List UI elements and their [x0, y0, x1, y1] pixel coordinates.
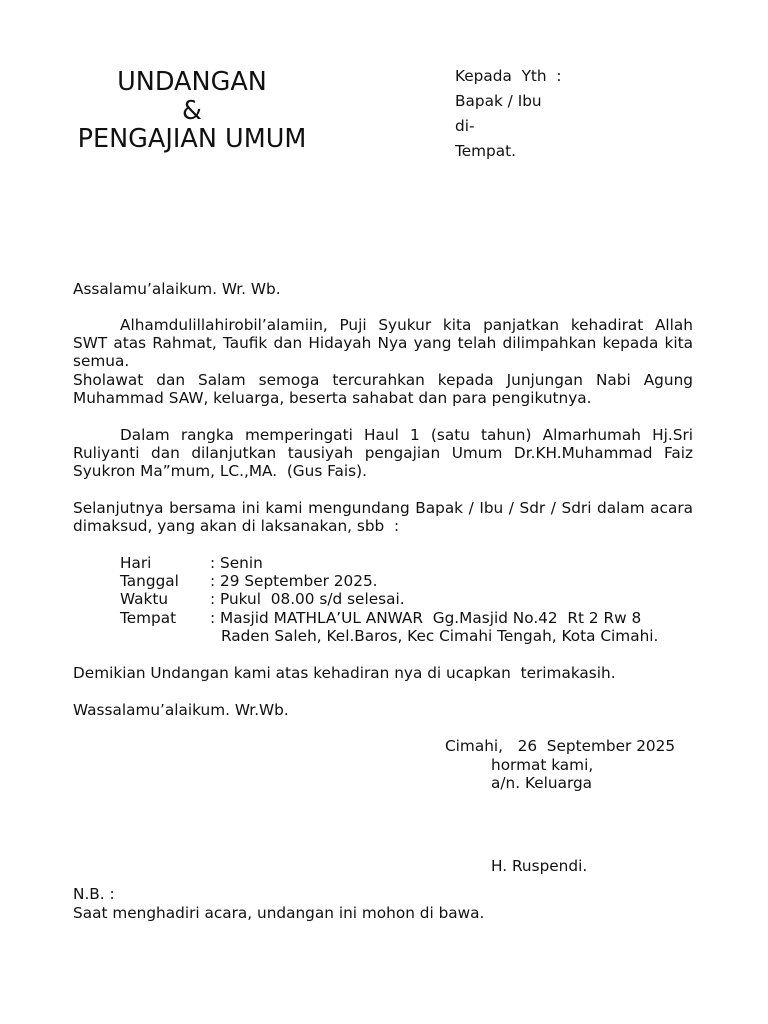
detail-value: : 29 September 2025. — [210, 572, 378, 591]
invitation-line: Selanjutnya bersama ini kami mengundang Bapak / Ibu / Sdr / Sdri dalam acara — [73, 499, 693, 517]
title-line-ampersand: & — [182, 95, 202, 126]
recipient-line-bapak-ibu: Bapak / Ibu — [455, 92, 542, 110]
opening-line: Sholawat dan Salam semoga tercurahkan kepada Junjungan Nabi Agung — [73, 370, 693, 389]
recipient-line-kepada: Kepada Yth : — [455, 67, 562, 85]
invitation-paragraph — [73, 499, 693, 535]
opening-line: Alhamdulillahirobil’alamiin, Puji Syukur kita panjatkan kehadirat Allah — [120, 316, 693, 334]
recipient-block — [455, 64, 562, 164]
opening-line: SWT atas Rahmat, Taufik dan Hidayah Nya yang telah dilimpahkan kepada kita — [73, 334, 693, 353]
signature-place-date: Cimahi, 26 September 2025 — [445, 737, 676, 755]
signature-on-behalf: a/n. Keluarga — [491, 774, 593, 792]
opening-paragraph — [73, 316, 693, 407]
farewell-text: Wassalamu’alaikum. Wr.Wb. — [73, 701, 289, 719]
note-label: N.B. : — [73, 885, 115, 903]
opening-line: semua. — [73, 352, 130, 371]
haul-line: Ruliyanti dan dilanjutkan tausiyah pengajian Umum Dr.KH.Muhammad Faiz — [73, 444, 693, 463]
detail-label: Waktu — [120, 590, 169, 609]
detail-row-waktu — [120, 590, 680, 608]
note-text: Saat menghadiri acara, undangan ini mohon di bawa. — [73, 904, 485, 922]
detail-label: Tempat — [120, 608, 177, 627]
haul-paragraph — [73, 426, 693, 481]
opening-line: Muhammad SAW, keluarga, beserta sahabat dan para pengikutnya. — [73, 388, 592, 407]
haul-line: Dalam rangka memperingati Haul 1 (satu tahun) Almarhumah Hj.Sri — [120, 426, 693, 444]
title-line-undangan: UNDANGAN — [117, 67, 267, 97]
detail-place-continuation: Raden Saleh, Kel.Baros, Kec Cimahi Tengah, Kota Cimahi. — [221, 626, 659, 645]
title-line-pengajian-umum: PENGAJIAN UMUM — [77, 124, 307, 154]
haul-line: Syukron Ma”mum, LC.,MA. (Gus Fais). — [73, 462, 367, 481]
signature-name: H. Ruspendi. — [491, 857, 588, 875]
recipient-line-tempat: Tempat. — [455, 142, 517, 160]
detail-label: Hari — [120, 554, 152, 572]
closing-paragraph — [73, 664, 693, 682]
letter-title — [42, 68, 342, 154]
invitation-line: dimaksud, yang akan di laksanakan, sbb : — [73, 517, 400, 536]
signature-regards: hormat kami, — [491, 756, 594, 774]
detail-row-hari — [120, 554, 680, 572]
greeting — [73, 280, 693, 298]
detail-label: Tanggal — [120, 572, 179, 591]
closing-text: Demikian Undangan kami atas kehadiran nya di ucapkan terimakasih. — [73, 664, 616, 682]
detail-row-tanggal — [120, 572, 680, 590]
detail-value: : Masjid MATHLA’UL ANWAR Gg.Masjid No.42 Rt 2 Rw 8 — [210, 608, 642, 627]
greeting-text: Assalamu’alaikum. Wr. Wb. — [73, 280, 281, 298]
detail-row-tempat — [120, 609, 680, 627]
recipient-line-di: di- — [455, 117, 475, 135]
event-details — [120, 554, 680, 645]
farewell — [73, 701, 693, 719]
detail-value: : Senin — [210, 554, 263, 572]
detail-value: : Pukul 08.00 s/d selesai. — [210, 590, 405, 609]
